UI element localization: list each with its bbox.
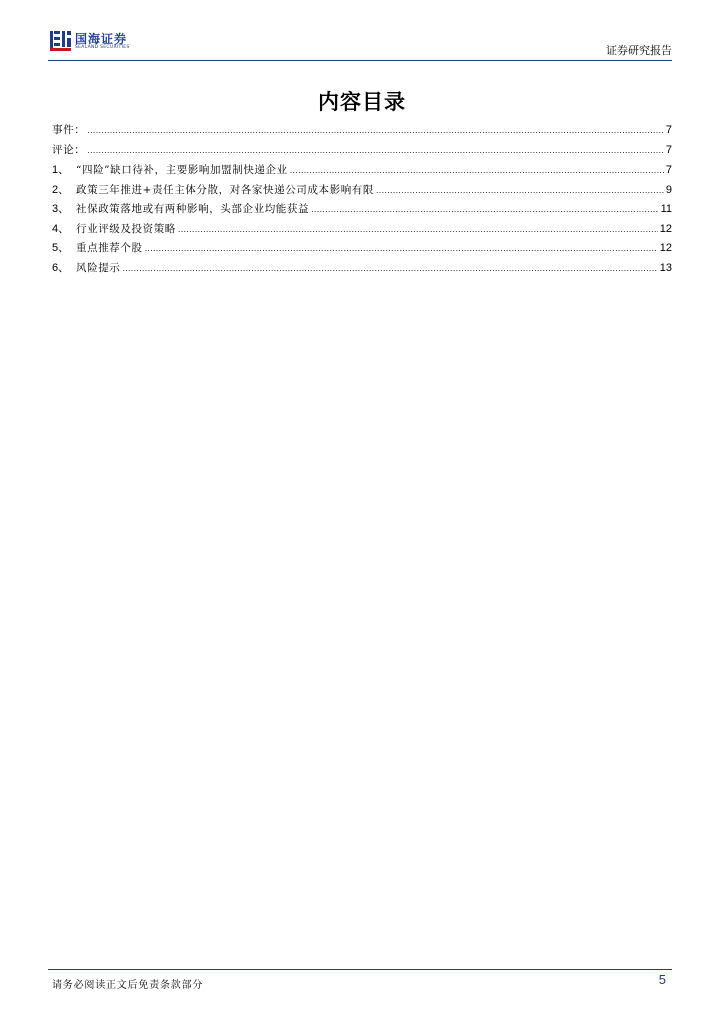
toc-entry-title: 事件： (52, 124, 86, 136)
toc-title: 内容目录 (318, 89, 406, 114)
toc-entry[interactable] (52, 181, 672, 201)
toc-entry-number: 6、 (52, 261, 70, 274)
logo-name-cn: 国海证券 (75, 32, 128, 46)
toc-entry-number: 3、 (52, 203, 70, 215)
toc-entry-title: 政策三年推进+责任主体分散，对各家快递公司成本影响有限 (76, 183, 374, 196)
toc-entry-title: 重点推荐个股 (76, 242, 143, 254)
toc-entry[interactable] (52, 220, 672, 240)
logo-mark-icon (50, 30, 72, 52)
toc-entry[interactable] (52, 122, 672, 142)
toc-entry-number: 4、 (52, 222, 70, 235)
toc-entry[interactable] (52, 200, 672, 220)
toc-leader-dots (311, 204, 658, 214)
toc-leader-dots (87, 125, 664, 135)
header-divider (48, 60, 672, 61)
toc-leader-dots (122, 263, 657, 273)
toc-entry[interactable] (52, 239, 672, 259)
footer-divider (48, 969, 672, 970)
company-logo (50, 30, 180, 58)
toc-entry-number: 5、 (52, 242, 70, 254)
toc-entry-page: 11 (660, 203, 672, 215)
toc-entry-title: “四险”缺口待补，主要影响加盟制快递企业 (76, 164, 288, 176)
toc-entry-title: 行业评级及投资策略 (76, 222, 176, 235)
toc-leader-dots (145, 243, 658, 253)
toc-entry-title: 社保政策落地或有两种影响，头部企业均能获益 (76, 203, 310, 215)
toc-entry-page: 13 (659, 261, 672, 274)
toc-leader-dots (290, 165, 664, 175)
disclaimer-note: 请务必阅读正文后免责条款部分 (52, 980, 204, 991)
toc-entry[interactable] (52, 161, 672, 181)
table-of-contents (52, 122, 672, 278)
toc-entry-page: 9 (665, 183, 672, 196)
page-number: 5 (658, 972, 666, 987)
toc-leader-dots (178, 224, 658, 234)
toc-entry[interactable] (52, 142, 672, 162)
toc-entry-title: 评论： (52, 143, 86, 156)
toc-entry-title: 风险提示 (76, 261, 121, 274)
page-header (48, 28, 672, 62)
toc-entry-page: 7 (665, 164, 672, 176)
toc-entry-page: 7 (665, 143, 672, 156)
toc-entry[interactable] (52, 259, 672, 279)
toc-entry-page: 7 (665, 124, 672, 136)
toc-entry-number: 1、 (52, 164, 70, 176)
logo-name-en: SEALAND SECURITIES (75, 45, 130, 50)
report-type-label: 证券研究报告 (606, 44, 672, 57)
toc-entry-page: 12 (659, 222, 672, 235)
toc-leader-dots (376, 185, 664, 195)
toc-entry-number: 2、 (52, 183, 70, 196)
toc-entry-page: 12 (659, 242, 672, 254)
toc-leader-dots (87, 145, 664, 155)
